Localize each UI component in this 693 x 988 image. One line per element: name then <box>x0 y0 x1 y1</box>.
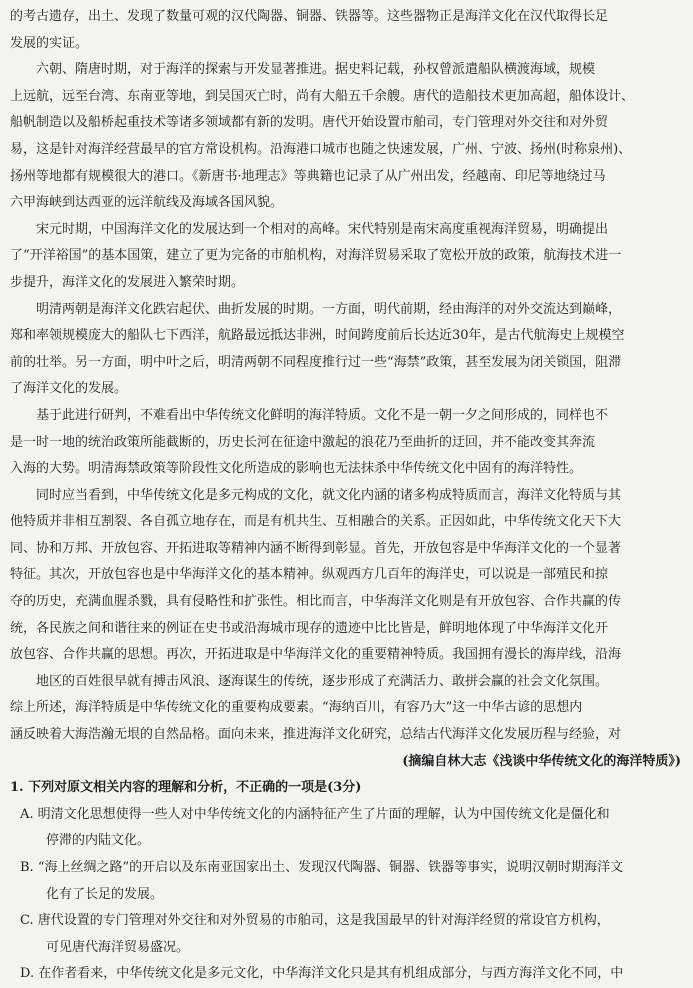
passage-line: 特征。其次，开放包容也是中华海洋文化的基本精神。纵观西方几百年的海洋史，可以说是一部殖民和掠 <box>10 567 609 583</box>
passage-line: 地区的百姓很早就有搏击风浪、逐海谋生的传统，逐步形成了充满活力、敢拼会赢的社会文化氛围。 <box>36 673 609 689</box>
passage-line: 六朝、隋唐时期，对于海洋的探索与开发显著推进。据史料记载，孙权曾派遣船队横渡海域，规模 <box>36 62 596 78</box>
passage-line: 了海洋文化的发展。 <box>10 381 128 397</box>
passage-line: 易，这是针对海洋经营最早的官方常设机构。沿海港口城市也随之快速发展，广州、宁波、扬州(时称泉州)、 <box>10 141 632 157</box>
passage-line: 涵反映着大海浩瀚无垠的自然品格。面向未来，推进海洋文化研究，总结古代海洋文化发展历程与经验，对 <box>10 727 622 743</box>
passage-line: 前的壮举。另一方面，明中叶之后，明清两朝不同程度推行过一些“海禁”政策，甚至发展为闭关锁国，阻滞 <box>10 354 622 370</box>
passage-line: 放包容、合作共赢的思想。再次，开拓进取是中华海洋文化的重要精神特质。我国拥有漫长的海岸线，沿海 <box>10 647 622 663</box>
option-d[interactable] <box>10 961 683 988</box>
passage-line: 步提升，海洋文化的发展进入繁荣时期。 <box>10 274 245 290</box>
passage-line: 六甲海峡到达西亚的远洋航线及海域各国风貌。 <box>10 195 284 211</box>
option-a-text: 停滞的内陆文化。 <box>46 833 151 849</box>
passage-line: 他特质并非相互割裂、各自孤立地存在，而是有机共生、互相融合的关系。正因如此，中华传统文化天下大 <box>10 514 622 530</box>
option-b[interactable] <box>10 855 683 908</box>
passage-line: 基于此进行研判，不难看出中华传统文化鲜明的海洋特质。文化不是一朝一夕之间形成的，同样也不 <box>36 407 609 423</box>
option-d-text: D. 在作者看来，中华传统文化是多元文化，中华海洋文化只是其有机组成部分，与西方海洋文化不同，中 <box>20 966 624 982</box>
passage-line: 同时应当看到，中华传统文化是多元构成的文化，就文化内涵的诸多构成特质而言，海洋文化特质与其 <box>36 487 622 503</box>
option-c-text: C. 唐代设置的专门管理对外交往和对外贸易的市舶司，这是我国最早的针对海洋经贸的常设官方机构， <box>20 913 610 929</box>
option-a[interactable] <box>10 802 683 855</box>
passage <box>10 4 683 749</box>
passage-line: 了“开洋裕国”的基本国策，建立了更为完备的市舶机构，对海洋贸易采取了宽松开放的政策，航海技术进一 <box>10 248 622 264</box>
passage-line: 夺的历史，充满血腥杀戮，具有侵略性和扩张性。相比而言，中华海洋文化则是有开放包容、合作共赢的传 <box>10 594 622 610</box>
passage-line: 扬州等地都有规模很大的港口。《新唐书·地理志》等典籍也记录了从广州出发，经越南、印尼等地绕过马 <box>10 168 606 184</box>
passage-line: 船帆制造以及船桥起重技术等诸多领域都有新的发明。唐代开始设置市舶司，专门管理对外交往和对外贸 <box>10 115 609 131</box>
passage-line: 明清两朝是海洋文化跌宕起伏、曲折发展的时期。一方面，明代前期，经由海洋的对外交流达到巅峰， <box>36 301 622 317</box>
passage-line: 上远航，远至台湾、东南亚等地，到吴国灭亡时，尚有大船五千余艘。唐代的造船技术更加高超，船体设计、 <box>10 88 635 104</box>
passage-line: 同、协和万邦、开放包容、开拓进取等精神内涵不断得到彰显。首先，开放包容是中华海洋文化的一个显著 <box>10 540 622 556</box>
passage-line: 入海的大势。明清海禁政策等阶段性文化所造成的影响也无法抹杀中华传统文化中固有的海洋特性。 <box>10 461 583 477</box>
source-citation: (摘编自林大志《浅谈中华传统文化的海洋特质》) <box>402 753 681 769</box>
option-b-text: 化有了长足的发展。 <box>46 886 164 902</box>
passage-line: 的考古遗存，出土、发现了数量可观的汉代陶器、铜器、铁器等。这些器物正是海洋文化在汉代取得长足 <box>10 9 609 24</box>
passage-line: 郑和率领规模庞大的船队七下西洋，航路最远抵达非洲，时间跨度前后长达近30年，是古代航海史上规模空 <box>10 328 625 344</box>
passage-line: 发展的实证。 <box>10 35 89 51</box>
passage-line: 统，各民族之间和谐往来的例证在史书或沿海城市现存的遗迹中比比皆是，鲜明地体现了中华海洋文化开 <box>10 620 609 636</box>
question-stem: 1. 下列对原文相关内容的理解和分析，不正确的一项是(3分) <box>10 780 362 796</box>
option-c[interactable] <box>10 908 683 961</box>
option-b-text: B. “海上丝绸之路”的开启以及东南亚国家出土、发现汉代陶器、铜器、铁器等事实，说明汉朝时期海洋文 <box>20 860 624 875</box>
passage-line: 宋元时期，中国海洋文化的发展达到一个相对的高峰。宋代特别是南宋高度重视海洋贸易，明确提出 <box>36 221 609 237</box>
passage-line: 是一时一地的统治政策所能截断的，历史长河在征途中激起的浪花乃至曲折的迂回，并不能改变其奔流 <box>10 434 596 450</box>
option-c-text: 可见唐代海洋贸易盛况。 <box>46 939 190 955</box>
passage-line: 综上所述，海洋特质是中华传统文化的重要构成要素。“海纳百川，有容乃大”这一中华古谚的思想内 <box>10 700 583 716</box>
option-a-text: A. 明清文化思想使得一些人对中华传统文化的内涵特征产生了片面的理解，认为中国传统文化是僵化和 <box>20 806 610 822</box>
